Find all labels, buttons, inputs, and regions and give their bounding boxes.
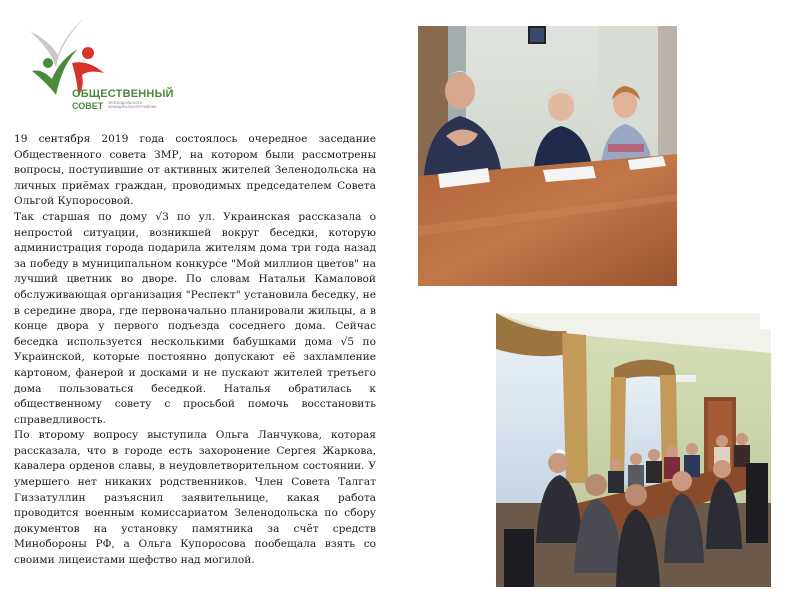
organization-logo: [22, 13, 174, 111]
meeting-room-photo: [496, 313, 771, 587]
article-paragraph: По второму вопросу выступила Ольга Ланчукова, которая рассказала, что в городе есть захоронение Сергея Жаркова, кавалера орденов славы, в неудовлетворительном состоянии. У умершего нет никаких родственников. Член Совета Талгат Гиззатуллин разъяснил заявительнице, какая работа проводится военным комиссариатом Зеленодольска по сбору документов на установку памятника за счёт средств Минобороны РФ, а Ольга Купоросова пообещала взять со своими лицеистами шефство над могилой.: [14, 429, 376, 567]
article-body: [14, 132, 376, 569]
logo-subtitle: ЗЕЛЕНОДОЛЬСКОГО МУНИЦИПАЛЬНОГО РАЙОНА: [108, 101, 157, 109]
logo-title-main: ОБЩЕСТВЕННЫЙ: [72, 88, 174, 100]
meeting-photo-closeup: [418, 26, 677, 286]
logo-title-second: СОВЕТ: [72, 101, 104, 111]
article-paragraph: Так старшая по дому √3 по ул. Украинская рассказала о непростой ситуации, возникшей вокруг беседки, которую администрация города подарила жителям дома три года назад за победу в муниципальном конкурсе "Мой миллион цветов" на лучший цветник во дворе. По словам Натальи Камаловой обслуживающая организация "Респект" установила беседку, не в середине двора, где первоначально планировали жильцы, а в конце двора у первого подъезда соседнего дома. Сейчас беседка используется несколькими бабушками дома √5 по Украинской, которые постоянно допускают её захламление картоном, фанерой и досками и не пускают жителей третьего дома пользоваться беседкой. Наталья обратилась к общественному совету с просьбой помочь восстановить справедливость.: [14, 210, 376, 426]
article-paragraph: 19 сентября 2019 года состоялось очередное заседание Общественного совета ЗМР, на котором были рассмотрены вопросы, поступившие от активных жителей Зеленодольска на личных приёмах граждан, проводимых председателем Совета Ольгой Купоросовой.: [14, 133, 376, 208]
